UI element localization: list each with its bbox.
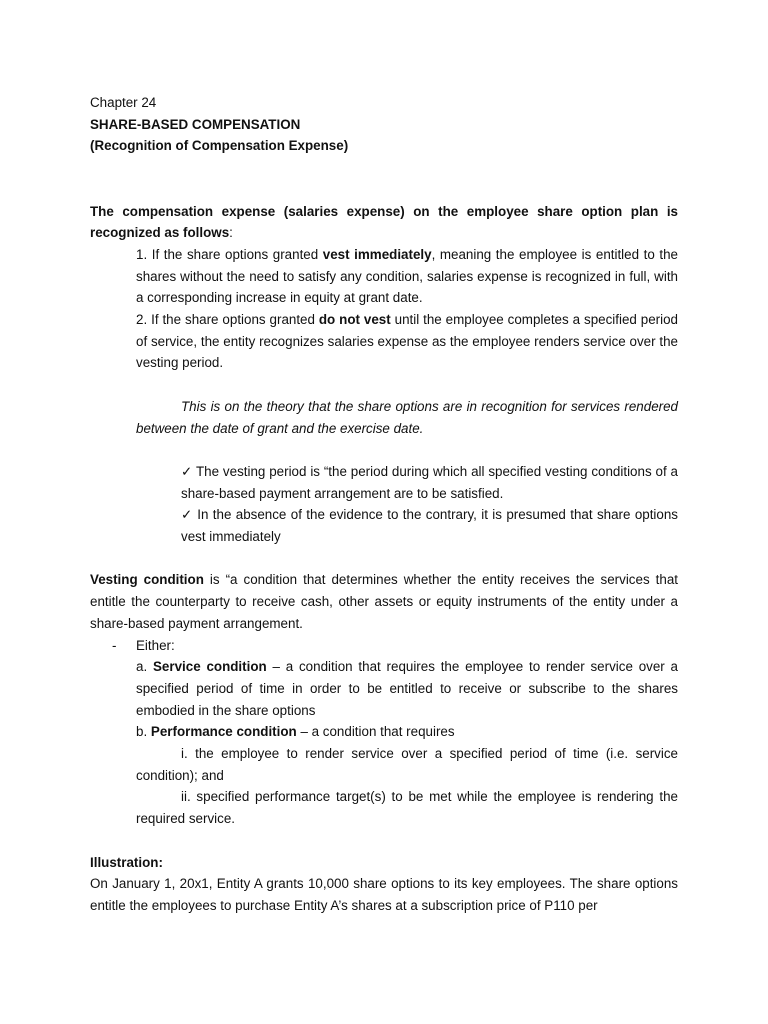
spacer bbox=[90, 830, 678, 852]
chapter-title: SHARE-BASED COMPENSATION bbox=[90, 116, 301, 132]
vesting-condition-text: is “a condition that determines whether the entity receives the services that entitle the counterparty to receive cash, other assets or equity instruments of the entity under a share-based payment arrangement. bbox=[90, 572, 678, 631]
vesting-condition-term: Vesting condition bbox=[90, 572, 204, 588]
spacer bbox=[90, 374, 678, 396]
check-item-1: ✓ The vesting period is “the period during which all specified vesting conditions of a share-based payment arrangement are to be satisfied. bbox=[181, 463, 678, 501]
service-condition-item bbox=[136, 656, 678, 721]
performance-condition-prefix: b. bbox=[136, 724, 151, 740]
theory-note: This is on the theory that the share options are in recognition for services rendered between the date of grant and the exercise date. bbox=[136, 398, 678, 436]
service-condition-term: Service condition bbox=[152, 659, 267, 675]
service-condition-prefix: a. bbox=[136, 659, 153, 675]
illustration-text: On January 1, 20x1, Entity A grants 10,000 share options to its key employees. The share options entitle the employees to purchase Entity A’s shares at a subscription price of P110 per bbox=[90, 876, 678, 913]
list-item-2-text: until the employee completes a specified period of service, the entity recognizes salaries expense as the employee renders service over the vesting period. bbox=[136, 312, 678, 371]
list-item-1 bbox=[136, 244, 678, 309]
chapter-subtitle: (Recognition of Compensation Expense) bbox=[90, 138, 349, 154]
document-page bbox=[90, 92, 678, 917]
intro-colon: : bbox=[229, 225, 233, 241]
spacer bbox=[90, 157, 678, 200]
either-row bbox=[90, 635, 678, 657]
intro-lead: The compensation expense (salaries expense) on the employee share option plan is recognized as follows bbox=[90, 203, 678, 241]
intro-paragraph bbox=[90, 201, 678, 244]
spacer bbox=[90, 439, 678, 461]
vesting-condition-definition bbox=[90, 569, 678, 634]
performance-subitem-i: i. the employee to render service over a specified period of time (i.e. service condition); and bbox=[136, 746, 678, 783]
list-item-2-prefix: 2. If the share options granted bbox=[136, 312, 319, 328]
performance-condition-text: – a condition that requires bbox=[296, 724, 455, 740]
list-item-1-prefix: 1. If the share options granted bbox=[136, 246, 323, 262]
performance-condition-item bbox=[136, 721, 678, 743]
performance-condition-term: Performance condition bbox=[150, 724, 297, 740]
chapter-label: Chapter 24 bbox=[90, 95, 157, 110]
check-item-2: ✓ In the absence of the evidence to the contrary, it is presumed that share options vest immediately bbox=[181, 507, 678, 545]
dash-bullet: - bbox=[112, 637, 117, 653]
spacer bbox=[90, 548, 678, 570]
illustration-heading: Illustration: bbox=[90, 854, 163, 870]
list-item-1-emphasis: vest immediately bbox=[322, 246, 432, 262]
list-item-1-text: , meaning the employee is entitled to the shares without the need to satisfy any condition, salaries expense is recognized in full, with a corresponding increase in equity at grant date. bbox=[136, 246, 678, 306]
either-label: Either: bbox=[136, 637, 175, 653]
performance-subitem-ii: ii. specified performance target(s) to be met while the employee is rendering the required service. bbox=[136, 789, 678, 827]
list-item-2-emphasis: do not vest bbox=[318, 312, 391, 328]
list-item-2 bbox=[136, 309, 678, 374]
service-condition-text: – a condition that requires the employee to render service over a specified period of time in order to be entitled to receive or subscribe to the shares embodied in the share options bbox=[136, 659, 678, 718]
